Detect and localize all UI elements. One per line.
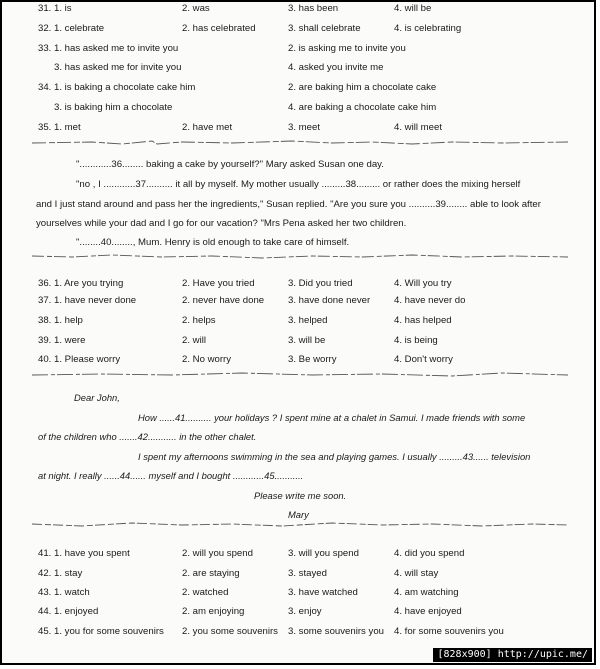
option-3: 3. have done never	[288, 295, 371, 306]
option-2: 2. will	[182, 335, 206, 346]
option-4: 4. will meet	[394, 122, 442, 133]
option-1: 35. 1. met	[38, 122, 81, 133]
option-2: 2. are baking him a chocolate cake	[288, 82, 437, 93]
option-2: 2. No worry	[182, 354, 232, 365]
option-4: 4. will be	[394, 3, 432, 14]
option-2: 2. watched	[182, 587, 229, 598]
passage-line: and I just stand around and pass her the ingredients," Susan replied. "Are you sure you ..........39........ able to look after	[36, 199, 541, 210]
option-3: 3. will be	[288, 335, 326, 346]
passage-line: "............36........ baking a cake by yourself?" Mary asked Susan one day.	[76, 159, 384, 170]
option-2: 2. Have you tried	[182, 278, 255, 289]
divider-line	[32, 252, 568, 260]
option-2: 2. is asking me to invite you	[288, 43, 406, 54]
option-4: 4. Will you try	[394, 278, 452, 289]
divider-line	[32, 370, 568, 378]
letter-signature: Mary	[288, 509, 309, 520]
option-1: 41. 1. have you spent	[38, 548, 130, 559]
option-4: 4. asked you invite me	[288, 62, 384, 73]
option-1: 40. 1. Please worry	[38, 354, 121, 365]
option-3: 3. Be worry	[288, 354, 337, 365]
passage-line: yourselves while your dad and I go for our vacation? "Mrs Pena asked her two children.	[36, 218, 407, 229]
option-1: 43. 1. watch	[38, 587, 90, 598]
passage-line: "no , I ............37.......... it all by myself. My mother usually .........38......... or rather does the mixing herself	[76, 179, 521, 190]
option-1: 34. 1. is baking a chocolate cake him	[38, 82, 196, 93]
option-2: 2. has celebrated	[182, 23, 256, 34]
option-2: 2. never have done	[182, 295, 265, 306]
option-1: 31. 1. is	[38, 3, 72, 14]
option-3: 3. Did you tried	[288, 278, 353, 289]
option-3: 3. shall celebrate	[288, 23, 361, 34]
letter-line: I spent my afternoons swimming in the sea and playing games. I usually .........43...... television	[138, 451, 531, 462]
option-4: 4. is being	[394, 335, 438, 346]
option-4: 4. did you spend	[394, 548, 465, 559]
option-1: 39. 1. were	[38, 335, 86, 346]
option-4: 4. Don't worry	[394, 354, 453, 365]
letter-line: at night. I really ......44...... myself and I bought ............45...........	[38, 470, 304, 481]
option-3: 3. will you spend	[288, 548, 359, 559]
option-2: 2. have met	[182, 122, 233, 133]
option-4: 4. am watching	[394, 587, 459, 598]
option-2: 2. will you spend	[182, 548, 253, 559]
option-1: 36. 1. Are you trying	[38, 278, 124, 289]
option-1: 44. 1. enjoyed	[38, 606, 99, 617]
option-2: 2. are staying	[182, 568, 240, 579]
option-3: 3. have watched	[288, 587, 358, 598]
letter-line: How ......41.......... your holidays ? I spent mine at a chalet in Samui. I made friends with some	[138, 412, 526, 423]
option-3: 3. has been	[288, 3, 339, 14]
option-1: 42. 1. stay	[38, 568, 83, 579]
option-3: 3. meet	[288, 122, 320, 133]
option-1: 37. 1. have never done	[38, 295, 137, 306]
option-4: 4. have enjoyed	[394, 606, 462, 617]
option-4: 4. is celebrating	[394, 23, 462, 34]
passage-line: "........40........, Mum. Henry is old enough to take care of himself.	[76, 237, 350, 248]
option-3: 3. enjoy	[288, 606, 322, 617]
option-4: 4. for some souvenirs you	[394, 626, 504, 637]
option-3: 3. stayed	[288, 568, 327, 579]
option-3: 3. is baking him a chocolate	[54, 102, 173, 113]
option-3: 3. some souvenirs you	[288, 626, 384, 637]
option-1: 33. 1. has asked me to invite you	[38, 43, 179, 54]
option-2: 2. helps	[182, 315, 216, 326]
letter-greeting: Dear John,	[74, 392, 120, 403]
option-1: 45. 1. you for some souvenirs	[38, 626, 164, 637]
option-2: 2. was	[182, 3, 210, 14]
option-3: 3. has asked me for invite you	[54, 62, 182, 73]
option-2: 2. am enjoying	[182, 606, 245, 617]
option-2: 2. you some souvenirs	[182, 626, 278, 637]
option-3: 3. helped	[288, 315, 328, 326]
option-4: 4. have never do	[394, 295, 466, 306]
option-1: 38. 1. help	[38, 315, 83, 326]
option-1: 32. 1. celebrate	[38, 23, 105, 34]
option-4: 4. has helped	[394, 315, 452, 326]
option-4: 4. are baking a chocolate cake him	[288, 102, 437, 113]
letter-line: of the children who .......42........... in the other chalet.	[38, 431, 257, 442]
divider-line	[32, 520, 568, 528]
watermark-footer: [828x900] http://upic.me/	[433, 648, 592, 662]
divider-line	[32, 138, 568, 146]
option-4: 4. will stay	[394, 568, 439, 579]
letter-closing: Please write me soon.	[254, 490, 347, 501]
